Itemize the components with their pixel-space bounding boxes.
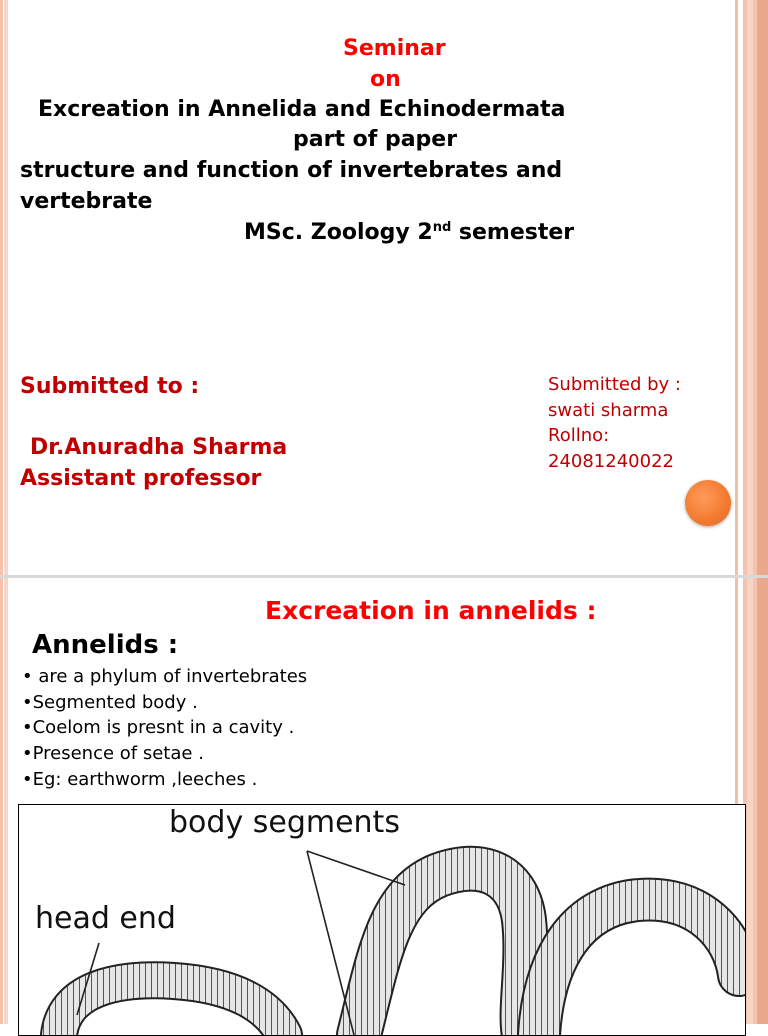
seminar-label: Seminar xyxy=(343,36,446,61)
rollno-value: 24081240022 xyxy=(548,450,674,472)
annelids-subheading: Annelids : xyxy=(32,630,179,660)
course-prefix: MSc. Zoology 2 xyxy=(244,220,433,245)
list-item: •Eg: earthworm ,leeches . xyxy=(22,768,258,790)
course-suffix: semester xyxy=(451,220,575,245)
left-border-decoration xyxy=(0,578,10,1024)
paper-label: part of paper xyxy=(293,127,458,152)
earthworm-figure xyxy=(18,804,746,1036)
right-border-decoration xyxy=(735,0,768,575)
annelid-bullet-list xyxy=(22,664,307,793)
course-label xyxy=(244,220,574,245)
section-heading: Excreation in annelids : xyxy=(265,596,597,625)
course-ordinal: nd xyxy=(432,220,452,235)
student-name: swati sharma xyxy=(548,399,669,421)
paper-title-line-1: structure and function of invertebrates and xyxy=(20,158,563,183)
submitted-to-label: Submitted to : xyxy=(20,374,200,399)
submitted-by-label: Submitted by : xyxy=(548,374,681,395)
body-segments-label: body segments xyxy=(169,805,400,840)
list-item: • are a phylum of invertebrates xyxy=(22,666,308,687)
list-item: •Presence of setae . xyxy=(22,743,204,765)
left-border-decoration xyxy=(0,0,10,575)
submitted-by-block xyxy=(548,372,681,474)
head-end-label: head end xyxy=(35,901,176,936)
list-item: •Segmented body . xyxy=(22,691,198,713)
guide-title: Assistant professor xyxy=(20,466,262,491)
rollno-label: Rollno: xyxy=(548,425,610,446)
list-item: •Coelom is presnt in a cavity . xyxy=(22,717,295,739)
seminar-topic: Excreation in Annelida and Echinodermata xyxy=(38,97,566,122)
on-label: on xyxy=(370,67,401,92)
guide-name: Dr.Anuradha Sharma xyxy=(30,435,288,460)
orange-circle-decoration xyxy=(685,480,731,526)
paper-title-line-2: vertebrate xyxy=(20,189,153,214)
